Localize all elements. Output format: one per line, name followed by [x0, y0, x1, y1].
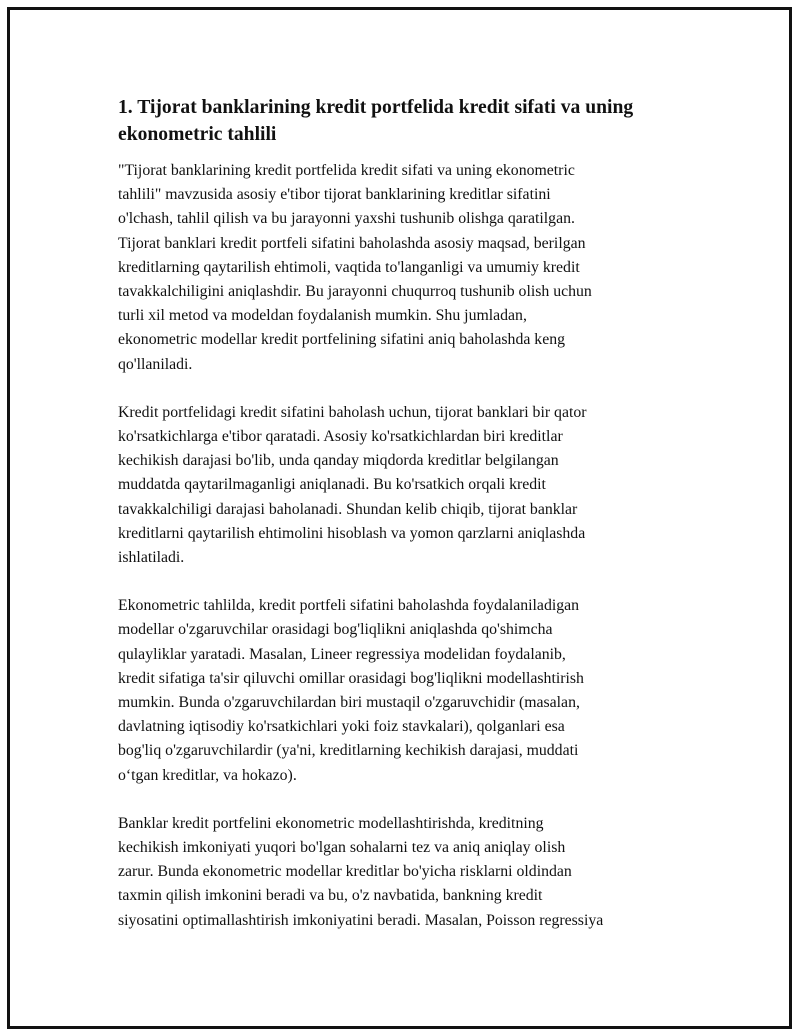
paragraph-line: qulayliklar yaratadi. Masalan, Lineer regressiya modelidan foydalanib,	[118, 645, 566, 663]
paragraph-line: kechikish darajasi bo'lib, unda qanday miqdorda kreditlar belgilangan	[118, 452, 559, 470]
paragraph-line: modellar o'zgaruvchilar orasidagi bog'liqlikni aniqlashda qo'shimcha	[118, 621, 553, 639]
paragraph-line: qo'llaniladi.	[118, 355, 193, 373]
paragraph-4	[118, 812, 686, 933]
paragraph-line: Kredit portfelidagi kredit sifatini baholash uchun, tijorat banklari bir qator	[118, 403, 587, 421]
paragraph-line: "Tijorat banklarining kredit portfelida kredit sifati va uning ekonometric	[118, 162, 575, 179]
paragraph-line: tahlili" mavzusida asosiy e'tibor tijorat banklarining kreditlar sifatini	[118, 186, 551, 204]
paragraph-line: tavakkalchiligini aniqlashdir. Bu jarayonni chuqurroq tushunib olish uchun	[118, 283, 592, 301]
paragraph-line: Ekonometric tahlilda, kredit portfeli sifatini baholashda foydalaniladigan	[118, 597, 580, 615]
paragraph-line: Banklar kredit portfelini ekonometric modellashtirishda, kreditning	[118, 814, 544, 832]
document-body	[118, 94, 686, 957]
paragraph-line: kredit sifatiga ta'sir qiluvchi omillar orasidagi bog'liqlikni modellashtirish	[118, 669, 584, 687]
paragraph-line: mumkin. Bunda o'zgaruvchilardan biri mustaqil o'zgaruvchidir (masalan,	[118, 694, 580, 712]
paragraph-line: kreditlarni qaytarilish ehtimolini hisoblash va yomon qarzlarni aniqlashda	[118, 524, 586, 542]
paragraph-line: kechikish imkoniyati yuqori bo'lgan sohalarni tez va aniq aniqlay olish	[118, 839, 566, 857]
paragraph-line: ishlatiladi.	[118, 549, 185, 567]
heading-line: ekonometric tahlili	[118, 124, 277, 145]
paragraph-2	[118, 401, 686, 570]
paragraph-line: muddatda qaytarilmaganligi aniqlanadi. Bu ko'rsatkich orqali kredit	[118, 476, 546, 494]
heading-line: 1. Tijorat banklarining kredit portfelida kredit sifati va uning	[118, 97, 634, 118]
paragraph-line: siyosatini optimallashtirish imkoniyatini beradi. Masalan, Poisson regressiya	[118, 911, 604, 929]
paragraph-line: kreditlarning qaytarilish ehtimoli, vaqtida to'langanligi va umumiy kredit	[118, 258, 580, 276]
paragraph-line: o‘tgan kreditlar, va hokazo).	[118, 766, 297, 784]
paragraph-line: ekonometric modellar kredit portfelining sifatini aniq baholashda keng	[118, 331, 566, 349]
paragraph-line: turli xil metod va modeldan foydalanish mumkin. Shu jumladan,	[118, 307, 527, 325]
paragraph-line: bog'liq o'zgaruvchilardir (ya'ni, kreditlarning kechikish darajasi, muddati	[118, 742, 579, 760]
paragraph-line: Tijorat banklari kredit portfeli sifatini baholashda asosiy maqsad, berilgan	[118, 234, 586, 252]
paragraph-line: ko'rsatkichlarga e'tibor qaratadi. Asosiy ko'rsatkichlardan biri kreditlar	[118, 428, 563, 446]
paragraph-line: davlatning iqtisodiy ko'rsatkichlari yoki foiz stavkalari), qolganlari esa	[118, 718, 565, 736]
paragraph-line: tavakkalchiligi darajasi baholanadi. Shundan kelib chiqib, tijorat banklar	[118, 500, 578, 518]
section-heading	[118, 94, 686, 148]
paragraph-3	[118, 594, 686, 788]
paragraph-1	[118, 159, 686, 377]
paragraph-line: taxmin qilish imkonini beradi va bu, o'z navbatida, bankning kredit	[118, 887, 543, 905]
paragraph-line: zarur. Bunda ekonometric modellar kreditlar bo'yicha risklarni oldindan	[118, 863, 572, 881]
paragraph-line: o'lchash, tahlil qilish va bu jarayonni yaxshi tushunib olishga qaratilgan.	[118, 210, 575, 228]
